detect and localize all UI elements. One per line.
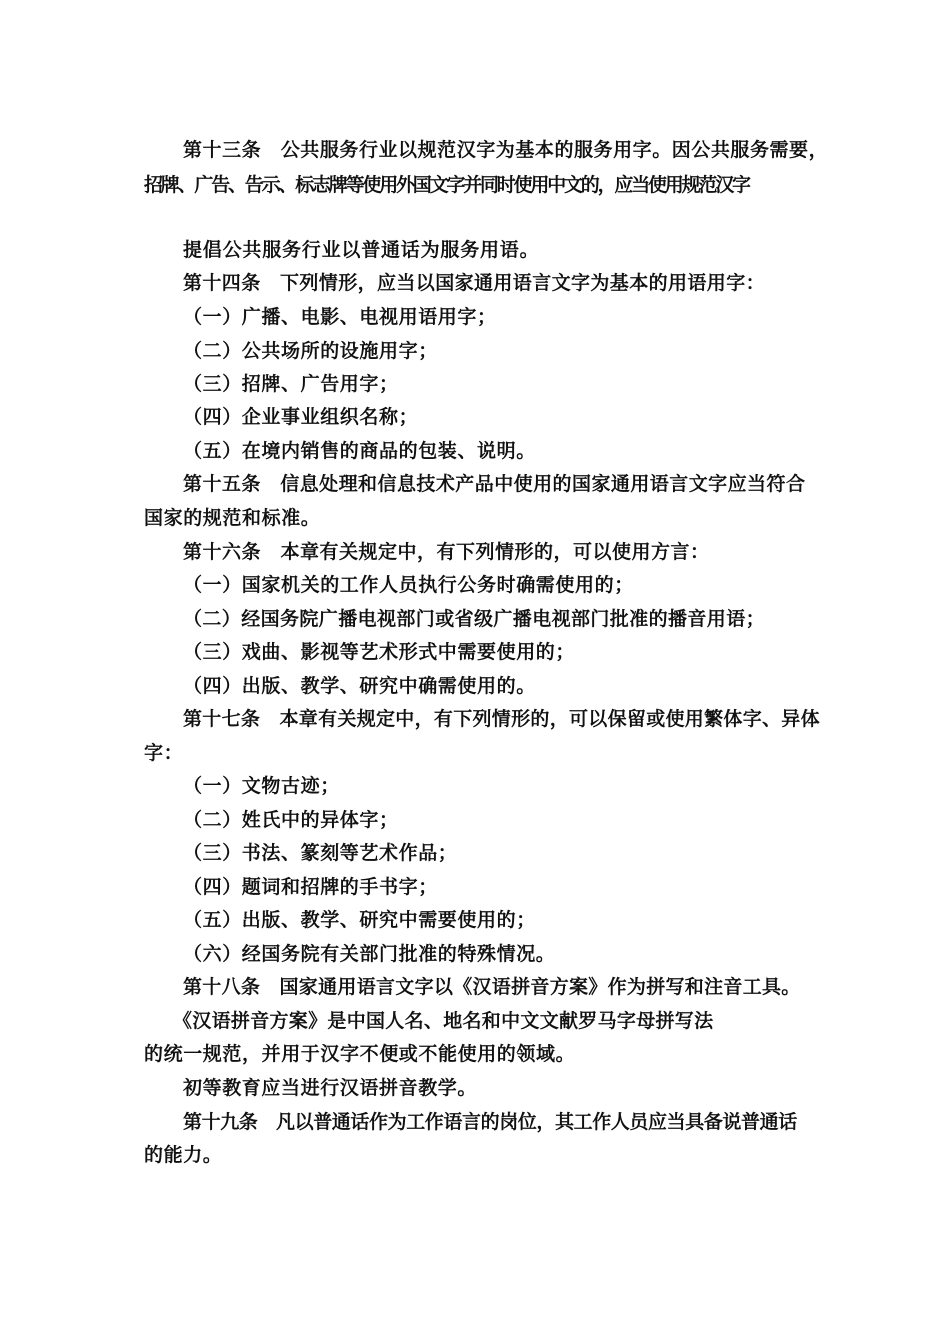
article-18-line-3: 的统一规范，并用于汉字不便或不能使用的领域。 [144,1043,576,1065]
article-16-item-2: （二）经国务院广播电视部门或省级广播电视部门批准的播音用语； [183,608,766,630]
article-19-line-1: 第十九条 凡以普通话作为工作语言的岗位，其工作人员应当具备说普通话 [183,1111,797,1133]
article-15-line-2: 国家的规范和标准。 [144,507,321,529]
article-15-line-1: 第十五条 信息处理和信息技术产品中使用的国家通用语言文字应当符合 [183,473,806,495]
article-14-item-1: （一）广播、电影、电视用语用字； [183,306,497,328]
article-14-item-5: （五）在境内销售的商品的包装、说明。 [183,440,536,462]
article-13-line-2: 招牌、广告、告示、标志牌等使用外国文字并同时使用中文的，应当使用规范汉字 [144,174,749,196]
article-18-line-4: 初等教育应当进行汉语拼音教学。 [183,1077,478,1099]
article-17-item-6: （六）经国务院有关部门批准的特殊情况。 [183,943,556,965]
article-14-item-4: （四）企业事业组织名称； [183,406,419,428]
article-18-line-2: 《汉语拼音方案》是中国人名、地名和中文文献罗马字母拼写法 [173,1010,714,1032]
article-16-heading: 第十六条 本章有关规定中，有下列情形的，可以使用方言： [183,541,710,563]
article-14-heading: 第十四条 下列情形，应当以国家通用语言文字为基本的用语用字： [183,272,766,294]
article-19-line-2: 的能力。 [144,1144,223,1166]
article-14-item-3: （三）招牌、广告用字； [183,373,399,395]
article-16-item-1: （一）国家机关的工作人员执行公务时确需使用的； [183,574,634,596]
article-18-line-1: 第十八条 国家通用语言文字以《汉语拼音方案》作为拼写和注音工具。 [183,976,801,998]
article-16-item-4: （四）出版、教学、研究中确需使用的。 [183,675,536,697]
article-17-item-1: （一）文物古迹； [183,775,340,797]
article-17-item-2: （二）姓氏中的异体字； [183,809,399,831]
article-14-item-2: （二）公共场所的设施用字； [183,340,438,362]
article-17-line-2: 字： [144,742,184,764]
article-13-line-1: 第十三条 公共服务行业以规范汉字为基本的服务用字。因公共服务需要， [183,139,829,161]
article-17-item-5: （五）出版、教学、研究中需要使用的； [183,909,536,931]
article-17-item-4: （四）题词和招牌的手书字； [183,876,438,898]
article-16-item-3: （三）戏曲、影视等艺术形式中需要使用的； [183,641,576,663]
article-17-line-1: 第十七条 本章有关规定中，有下列情形的，可以保留或使用繁体字、异体 [183,708,820,730]
article-17-item-3: （三）书法、篆刻等艺术作品； [183,842,458,864]
article-13-line-3: 提倡公共服务行业以普通话为服务用语。 [183,239,540,261]
